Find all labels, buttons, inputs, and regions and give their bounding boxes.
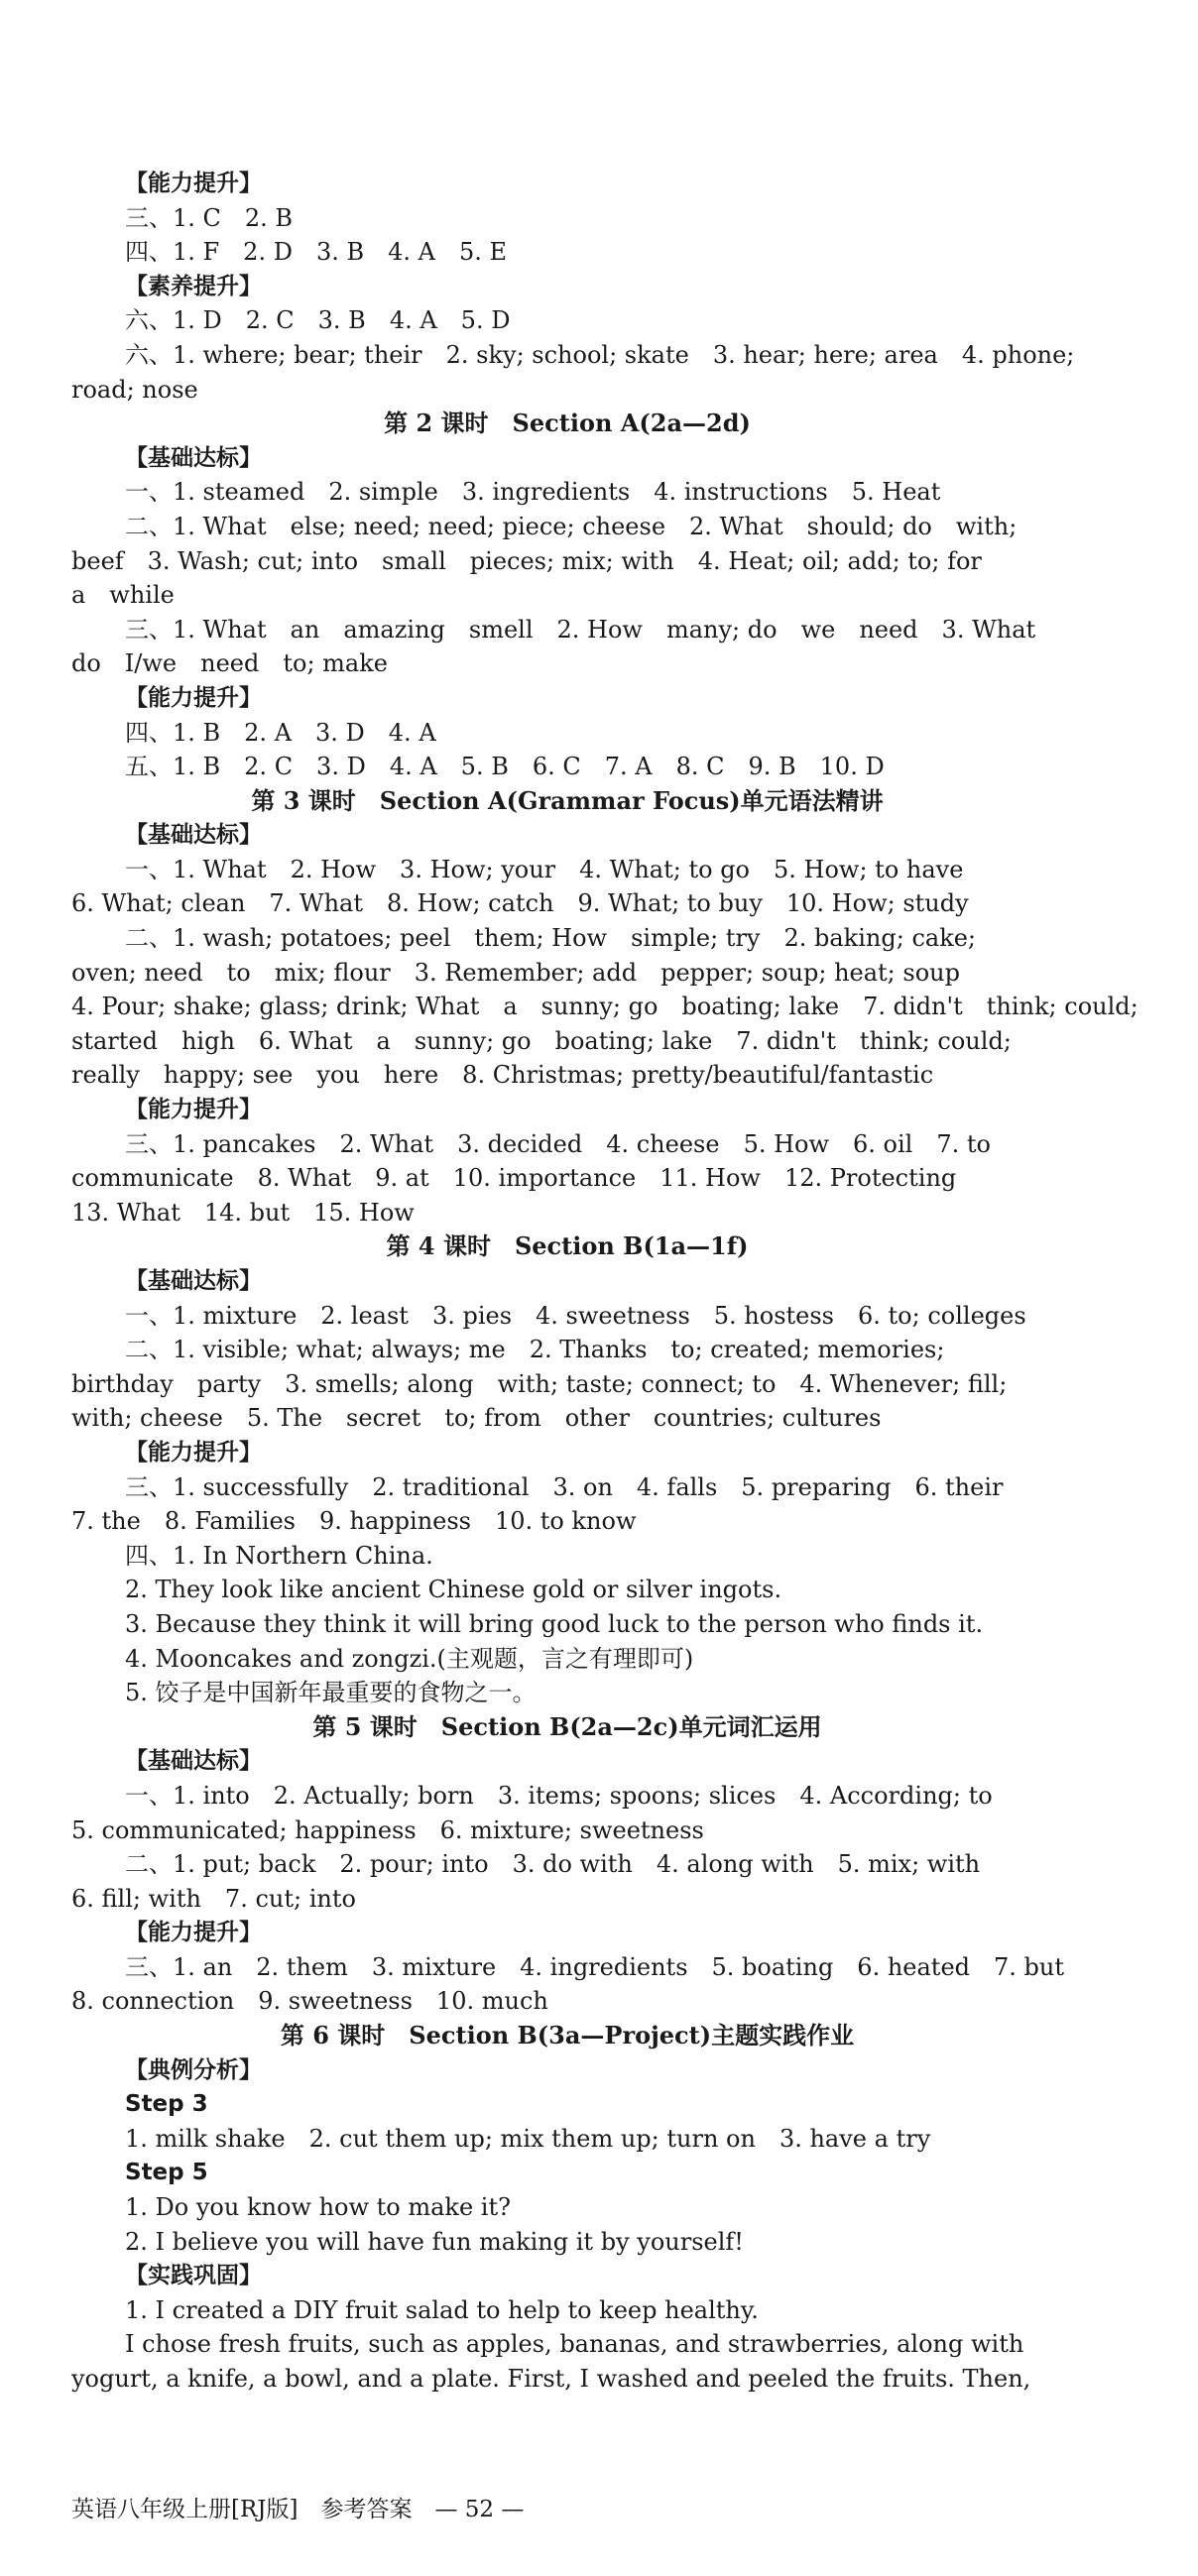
step-heading: Step 5 [125,2160,208,2186]
answer-line: 5. 饺子是中国新年最重要的食物之一。 [125,1679,537,1707]
answer-line: 三、1. successfully 2. traditional 3. on 4. falls 5. preparing 6. their [125,1472,1004,1501]
answer-line: beef 3. Wash; cut; into small pieces; mix; with 4. Heat; oil; add; to; for [71,546,982,575]
answer-line: 六、1. D 2. C 3. B 4. A 5. D [125,306,511,335]
section-heading: 【典例分析】 [125,2056,262,2083]
answer-line: 5. communicated; happiness 6. mixture; sweetness [71,1815,704,1844]
section-heading: 【能力提升】 [125,1920,262,1946]
answer-line: 四、1. F 2. D 3. B 4. A 5. E [125,238,508,267]
answer-line: 六、1. where; bear; their 2. sky; school; skate 3. hear; here; area 4. phone; [125,340,1075,369]
answer-line: 二、1. visible; what; always; me 2. Thanks to; created; memories; [125,1336,945,1364]
section-heading: 【实践巩固】 [125,2263,262,2289]
answer-line: 四、1. B 2. A 3. D 4. A [125,718,436,747]
answer-line: 1. Do you know how to make it? [125,2193,511,2222]
section-heading: 【能力提升】 [125,1097,262,1123]
answer-line: 三、1. an 2. them 3. mixture 4. ingredients 5. boating 6. heated 7. but [125,1952,1065,1981]
answer-line: oven; need to mix; flour 3. Remember; add pepper; soup; heat; soup [71,958,960,987]
answer-line: I chose fresh fruits, such as apples, bananas, and strawberries, along with [125,2330,1024,2359]
section-heading: 【基础达标】 [125,444,262,471]
lesson-title: 第 2 课时 Section A(2a—2d) [384,409,751,438]
answer-line: 三、1. What an amazing smell 2. How many; do we need 3. What [125,615,1036,644]
answer-line: road; nose [71,375,198,404]
answer-line: 一、1. What 2. How 3. How; your 4. What; to go 5. How; to have [125,855,964,883]
answer-line: 二、1. wash; potatoes; peel them; How simple; try 2. baking; cake; [125,924,977,953]
answer-line: really happy; see you here 8. Christmas; pretty/beautiful/fantastic [71,1061,934,1090]
answer-line: 6. fill; with 7. cut; into [71,1884,356,1913]
answer-line: 三、1. C 2. B [125,203,294,232]
answer-line: 一、1. mixture 2. least 3. pies 4. sweetness 5. hostess 6. to; colleges [125,1301,1026,1330]
answer-line: a while [71,581,175,610]
answer-line: 一、1. steamed 2. simple 3. ingredients 4. instructions 5. Heat [125,478,941,507]
answer-line: 四、1. In Northern China. [125,1541,433,1570]
answer-line: 1. milk shake 2. cut them up; mix them up; turn on 3. have a try [125,2124,931,2153]
answer-line: 6. What; clean 7. What 8. How; catch 9. What; to buy 10. How; study [71,889,969,918]
answer-line: do I/we need to; make [71,649,388,678]
answer-line: 8. connection 9. sweetness 10. much [71,1987,548,2016]
answer-line: communicate 8. What 9. at 10. importance 11. How 12. Protecting [71,1164,957,1193]
answer-line: 3. Because they think it will bring good luck to the person who finds it. [125,1609,984,1638]
section-heading: 【能力提升】 [125,171,262,196]
answer-line: birthday party 3. smells; along with; taste; connect; to 4. Whenever; fill; [71,1369,1008,1398]
lesson-title: 第 3 课时 Section A(Grammar Focus)单元语法精讲 [251,785,884,815]
answer-line: 二、1. put; back 2. pour; into 3. do with 4. along with 5. mix; with [125,1850,981,1879]
lesson-title: 第 4 课时 Section B(1a—1f) [386,1231,749,1261]
answer-key-page [71,167,1138,2397]
step-heading: Step 3 [125,2091,208,2118]
section-heading: 【基础达标】 [125,1268,262,1294]
answer-line: 2. I believe you will have fun making it by yourself! [125,2227,744,2256]
section-heading: 【素养提升】 [125,273,262,299]
section-heading: 【基础达标】 [125,1748,262,1775]
lesson-title: 第 6 课时 Section B(3a—Project)主题实践作业 [280,2021,855,2050]
answer-line: 1. I created a DIY fruit salad to help to keep healthy. [125,2295,759,2324]
section-heading: 【能力提升】 [125,1439,262,1465]
answer-line: with; cheese 5. The secret to; from other countries; cultures [71,1404,882,1433]
answer-line: 7. the 8. Families 9. happiness 10. to know [71,1507,637,1536]
answer-line: 五、1. B 2. C 3. D 4. A 5. B 6. C 7. A 8. C 9. B 10. D [125,753,885,781]
answer-line: 一、1. into 2. Actually; born 3. items; spoons; slices 4. According; to [125,1781,993,1810]
answer-line: 三、1. pancakes 2. What 3. decided 4. cheese 5. How 6. oil 7. to [125,1129,991,1158]
answer-line: 2. They look like ancient Chinese gold or silver ingots. [125,1576,782,1604]
answer-line: 4. Pour; shake; glass; drink; What a sunny; go boating; lake 7. didn't think; could; [71,993,1138,1021]
answer-line: started high 6. What a sunny; go boating; lake 7. didn't think; could; [71,1026,1012,1055]
section-heading: 【能力提升】 [125,684,262,711]
section-heading: 【基础达标】 [125,822,262,849]
answer-line: 二、1. What else; need; need; piece; cheese 2. What should; do with; [125,512,1018,540]
answer-line: 13. What 14. but 15. How [71,1198,415,1227]
answer-line: yogurt, a knife, a bowl, and a plate. First, I washed and peeled the fruits. Then, [71,2365,1031,2393]
lesson-title: 第 5 课时 Section B(2a—2c)单元词汇运用 [312,1711,822,1741]
page-footer: 英语八年级上册[RJ版] 参考答案 — 52 — [71,2497,525,2522]
answer-line: 4. Mooncakes and zongzi.(主观题，言之有理即可) [125,1644,694,1673]
